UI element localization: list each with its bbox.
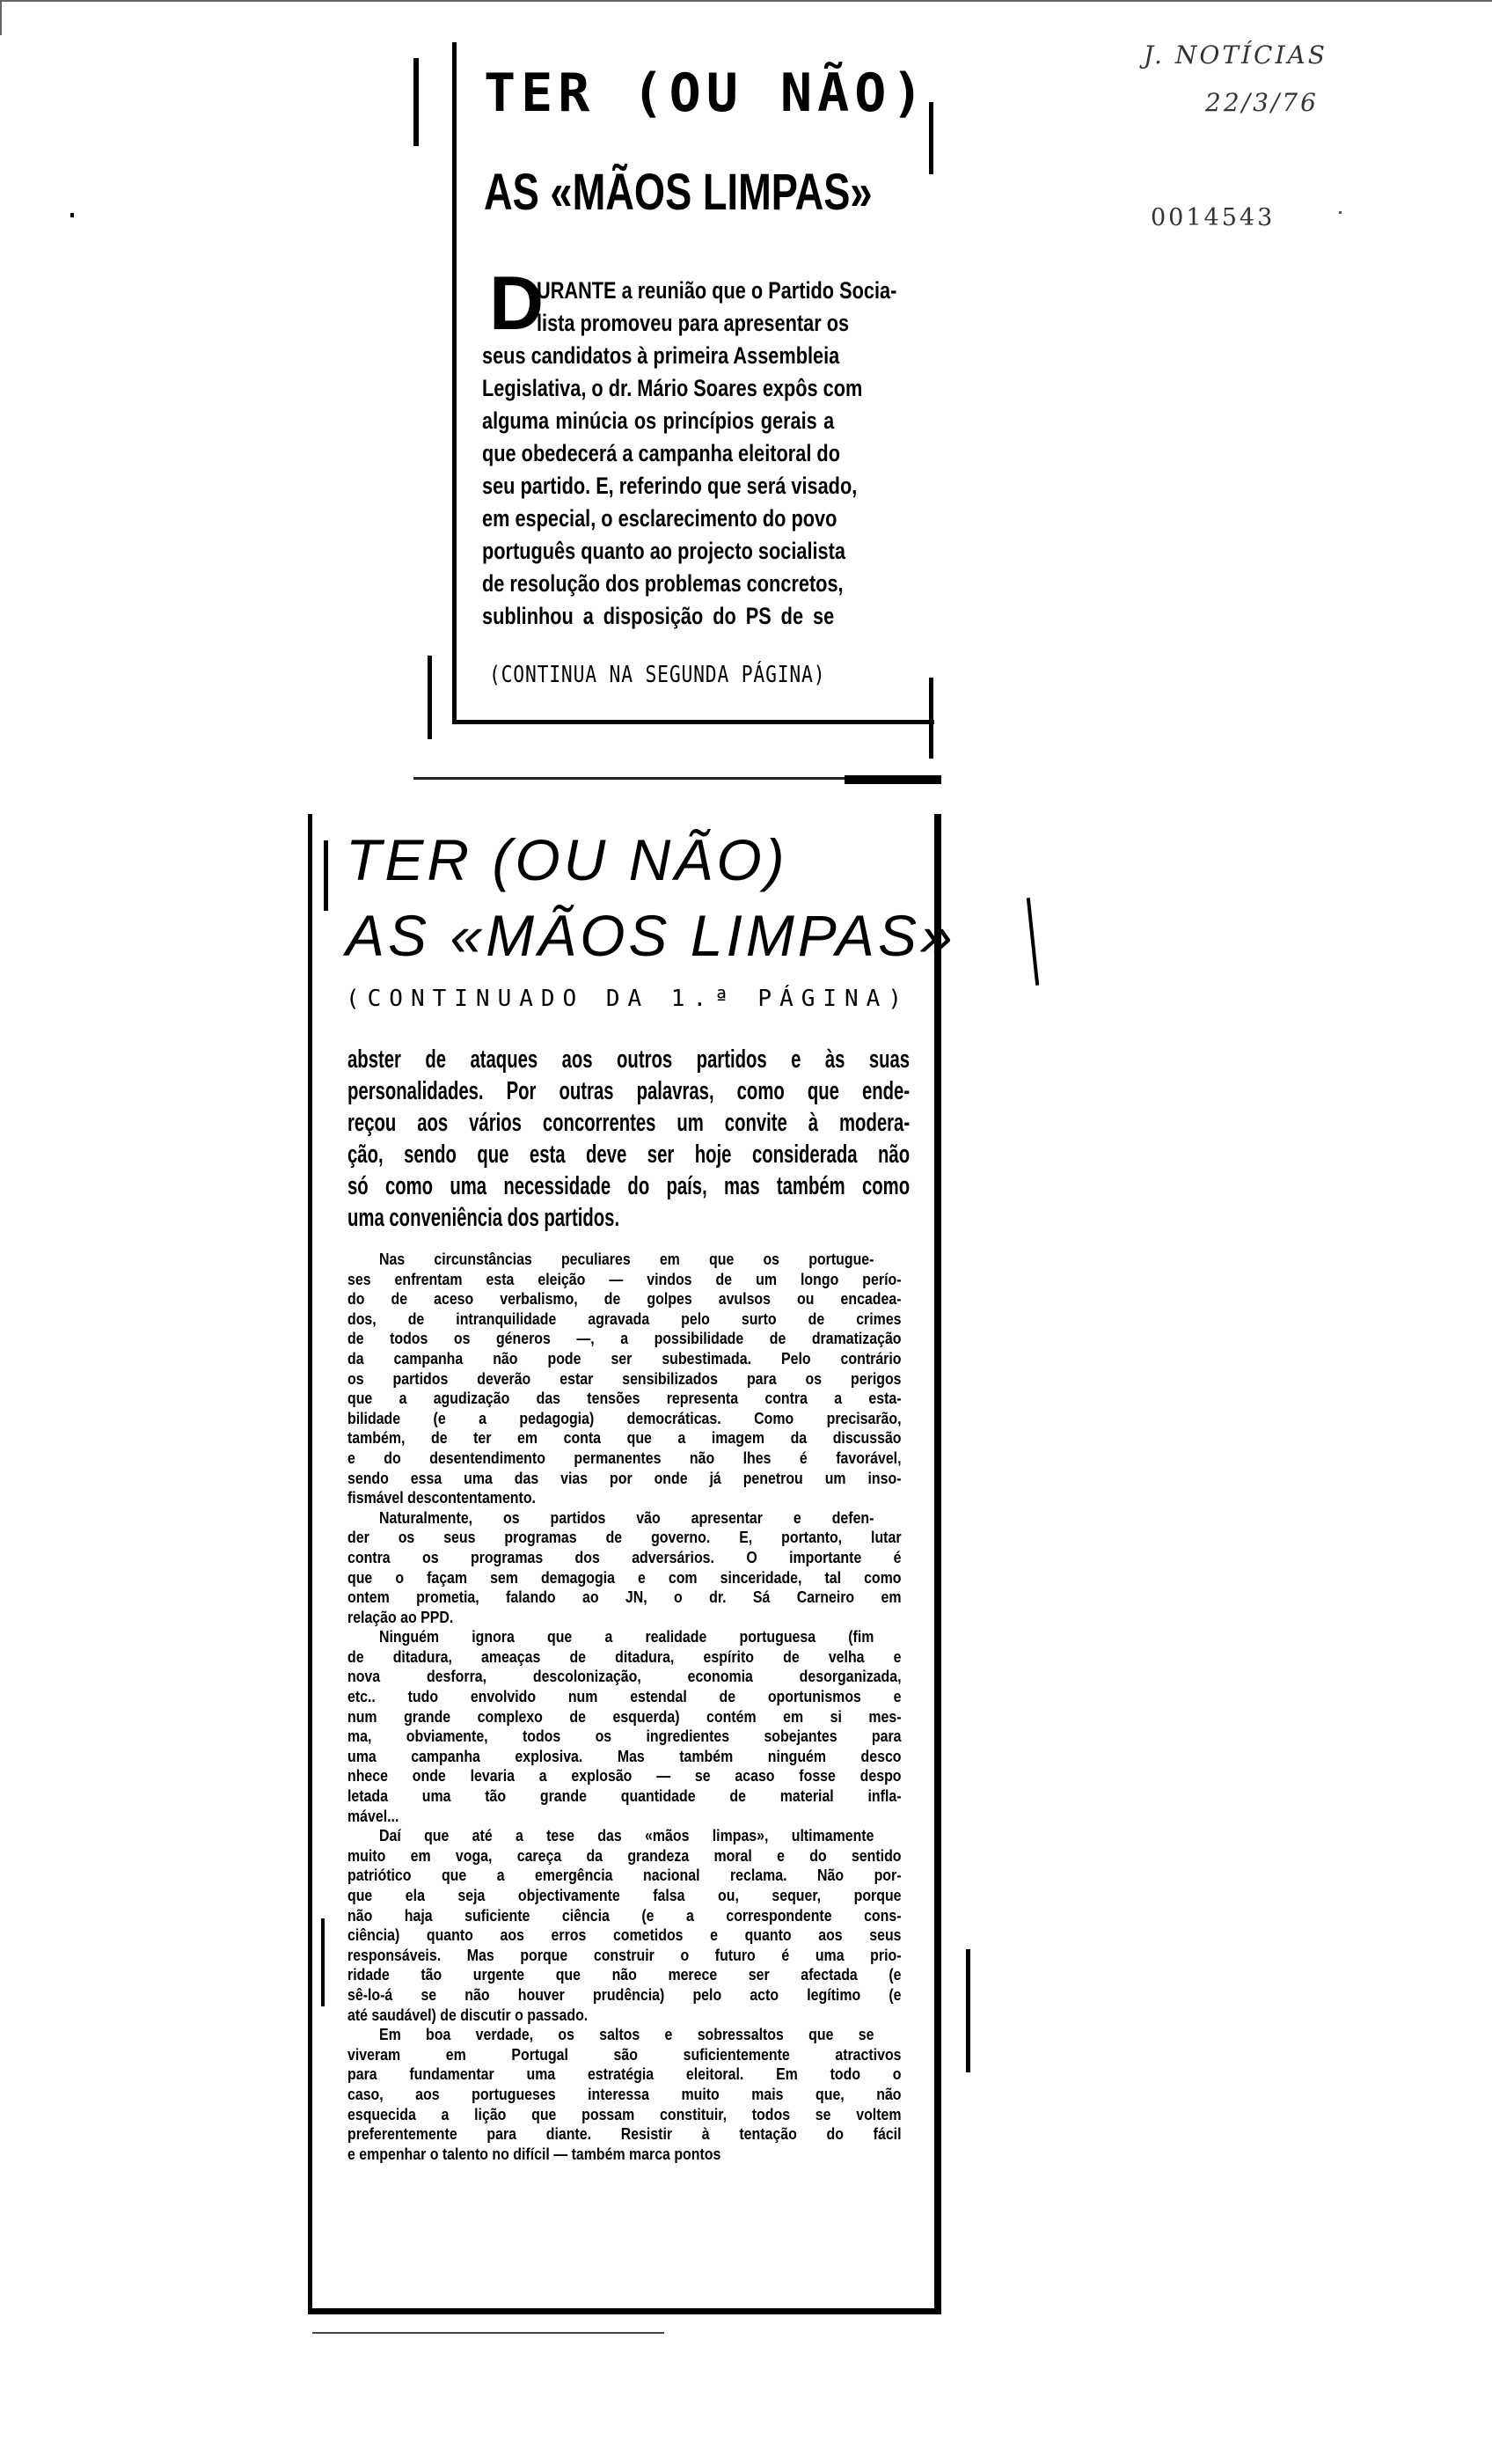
lead-line: personalidades. Por outras palavras, como que ende- <box>347 1077 911 1105</box>
lead-line: reçou aos vários concorrentes um convite à modera- <box>347 1109 911 1137</box>
body-line: muito em voga, careça da grandeza moral e do sentido <box>347 1845 902 1865</box>
body-line: relação ao PPD. <box>347 1607 454 1626</box>
separator-rule <box>845 775 941 784</box>
clip1-body-line: em especial, o esclarecimento do povo <box>482 505 837 532</box>
clip1-body-line: lista promoveu para apresentar os <box>537 310 850 336</box>
body-line: ma, obviamente, todos os ingredientes sobejantes para <box>347 1727 902 1746</box>
body-line: da campanha não pode ser subestimada. Pelo contrário <box>347 1348 902 1368</box>
clip1-left-border <box>452 42 457 724</box>
body-line: os partidos deverão estar sensibilizados para os perigos <box>347 1368 902 1388</box>
clip2-left-border <box>308 814 312 2314</box>
lead-line: ção, sendo que esta deve ser hoje considerada não <box>347 1140 911 1169</box>
body-line: caso, aos portugueses interessa muito mais que, não <box>347 2084 902 2103</box>
clip1-body-line: seu partido. E, referindo que será visado, <box>482 473 858 499</box>
margin-mark <box>413 58 419 146</box>
body-line: do de aceso verbalismo, de golpes avulsos ou encadea- <box>347 1289 902 1309</box>
body-line: bilidade (e a pedagogia) democráticas. Como precisarão, <box>347 1408 902 1427</box>
body-line: Naturalmente, os partidos vão apresentar e defen- <box>379 1507 874 1527</box>
clip1-right-mark <box>929 678 933 759</box>
body-line: ontem prometia, falando ao JN, o dr. Sá Carneiro em <box>347 1588 902 1607</box>
body-line: etc.. tudo envolvido num estendal de oportunismos e <box>347 1687 902 1706</box>
body-line: der os seus programas de governo. E, portanto, lutar <box>347 1528 902 1547</box>
margin-mark <box>321 1918 325 2006</box>
body-line: esquecida a lição que possam constituir, todos se voltem <box>347 2104 902 2123</box>
body-line: viveram em Portugal são suficientemente atractivos <box>347 2044 902 2064</box>
body-line: que o façam sem demagogia e com sinceridade, tal como <box>347 1567 902 1587</box>
body-line: responsáveis. Mas porque construir o futuro é uma prio- <box>347 1945 902 1964</box>
clip1-headline-line1: TER (OU NÃO) <box>484 62 929 124</box>
body-line: de todos os géneros —, a possibilidade de dramatização <box>347 1329 902 1348</box>
clip2-continuation-note: (CONTINUADO DA 1.ª PÁGINA) <box>346 986 910 1012</box>
body-line: até saudável) de discutir o passado. <box>347 2005 589 2024</box>
body-line: dos, de intranquilidade agravada pelo surto de crimes <box>347 1309 902 1328</box>
body-line: e do desentendimento permanentes não lhes é favorável, <box>347 1448 902 1467</box>
clip1-body-line: Legislativa, o dr. Mário Soares expôs com <box>482 375 863 401</box>
body-line: para fundamentar uma estratégia eleitoral. Em todo o <box>347 2064 902 2084</box>
body-line: num grande complexo de esquerda) contém em si mes- <box>347 1706 902 1726</box>
clip1-body-line: alguma minúcia os princípios gerais a <box>482 407 835 434</box>
body-line: não haja suficiente ciência (e a correspondente cons- <box>347 1905 902 1925</box>
body-line: Em boa verdade, os saltos e sobressaltos que se <box>379 2025 874 2044</box>
clip2-right-border <box>934 814 941 2314</box>
page-top-edge <box>0 0 1492 2</box>
clip1-continuation-note: (CONTINUA NA SEGUNDA PÁGINA) <box>489 662 826 688</box>
body-line: patriótico que a emergência nacional reclama. Não por- <box>347 1866 902 1885</box>
body-line: Nas circunstâncias peculiares em que os portugue- <box>379 1250 874 1268</box>
body-line: ridade tão urgente que não merece ser afectada (e <box>347 1965 902 1984</box>
clip1-headline-line2: AS «MÃOS LIMPAS» <box>484 164 873 221</box>
lead-line: só como uma necessidade do país, mas também como <box>347 1172 911 1200</box>
lead-line: uma conveniência dos partidos. <box>347 1204 620 1232</box>
page-left-edge <box>0 0 2 35</box>
body-line: Daí que até a tese das «mãos limpas», ultimamente <box>379 1826 874 1845</box>
clip1-body <box>482 275 922 633</box>
clip2-headline-line2: AS «MÃOS LIMPAS» <box>346 903 956 968</box>
clip1-body-line: português quanto ao projecto socialista <box>482 538 845 564</box>
clip2-headline-line1: TER (OU NÃO) <box>346 827 788 892</box>
margin-mark <box>428 656 432 739</box>
clip1-right-mark <box>929 102 933 174</box>
body-line: Ninguém ignora que a realidade portuguesa (fim <box>379 1627 874 1646</box>
body-line: também, de ter em conta que a imagem da discussão <box>347 1428 902 1448</box>
margin-mark <box>324 840 328 911</box>
annotation-ref: 0014543 <box>1151 204 1276 231</box>
clip2-bottom-border <box>308 2308 941 2314</box>
speck <box>70 213 74 217</box>
clip1-drop-cap: D <box>489 261 545 346</box>
body-line: mável... <box>347 1806 399 1825</box>
lead-line: abster de ataques aos outros partidos e às suas <box>347 1045 911 1074</box>
body-line: fismável descontentamento. <box>347 1488 536 1507</box>
annotation-source: J. NOTÍCIAS <box>1144 40 1327 70</box>
body-line: contra os programas dos adversários. O importante é <box>347 1547 902 1566</box>
body-line: preferentemente para diante. Resistir à tentação do fácil <box>347 2124 902 2144</box>
body-line: que ela seja objectivamente falsa ou, sequer, porque <box>347 1886 902 1904</box>
clip2-lead-paragraph <box>347 1044 911 1234</box>
body-line: sendo essa uma das vias por onde já penetrou um inso- <box>347 1468 902 1487</box>
clip2-body-text <box>347 1250 902 2164</box>
body-line: ciência) quanto aos erros cometidos e quanto aos seus <box>347 1925 902 1945</box>
clip1-body-line: que obedecerá a campanha eleitoral do <box>482 440 840 466</box>
body-line: ses enfrentam esta eleição — vindos de um longo perío- <box>347 1269 902 1288</box>
margin-mark <box>966 1949 970 2072</box>
clip1-body-line: URANTE a reunião que o Partido Socia- <box>537 277 897 304</box>
body-line: uma campanha explosiva. Mas também ninguém desco <box>347 1746 902 1765</box>
body-line: sê-lo-á se não houver prudência) pelo acto legítimo (e <box>347 1984 902 2004</box>
margin-mark <box>1027 898 1039 986</box>
body-line: nova desforra, descolonização, economia desorganizada, <box>347 1667 902 1686</box>
clip1-bottom-border <box>452 720 934 724</box>
body-line: e empenhar o talento no difícil — também marca pontos <box>347 2144 721 2163</box>
body-line: que a agudização das tensões representa contra a esta- <box>347 1389 902 1408</box>
body-line: nhece onde levaria a explosão — se acaso fosse despo <box>347 1766 902 1786</box>
clip1-body-line: sublinhou a disposição do PS de se <box>482 603 835 629</box>
annotation-date: 22/3/76 <box>1205 88 1319 117</box>
speck <box>1339 211 1342 214</box>
body-line: de ditadura, ameaças de ditadura, espírito de velha e <box>347 1646 902 1666</box>
bottom-rule <box>312 2332 664 2334</box>
clip1-body-line: de resolução dos problemas concretos, <box>482 570 844 597</box>
body-line: letada uma tão grande quantidade de material infla- <box>347 1786 902 1806</box>
clip1-body-line: seus candidatos à primeira Assembleia <box>482 342 840 369</box>
